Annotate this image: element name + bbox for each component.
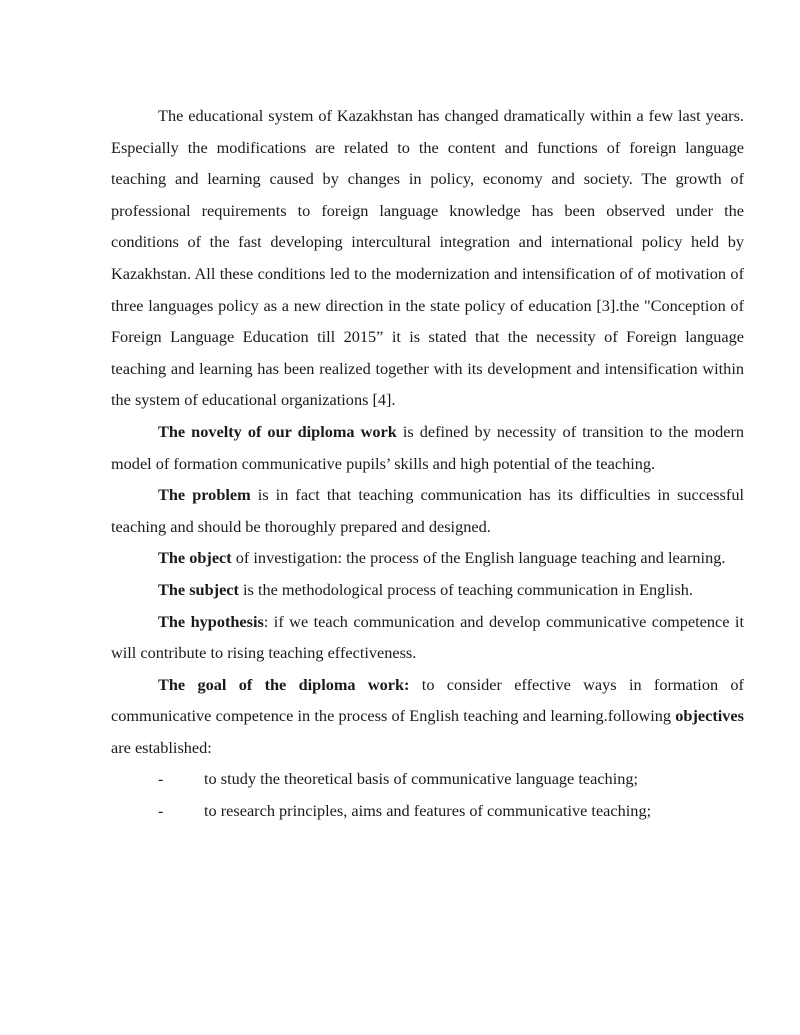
list-item-text: to research principles, aims and features of communicative teaching; (204, 801, 652, 821)
problem-paragraph (111, 479, 744, 542)
hypothesis-label: The hypothesis (158, 611, 264, 631)
objectives-text: are established: (111, 737, 212, 757)
object-text: of investigation: the process of the English language teaching and learning. (231, 548, 726, 568)
list-bullet: - (158, 801, 164, 821)
subject-label: The subject (158, 579, 239, 599)
object-label: The object (158, 548, 232, 568)
intro-paragraph: The educational system of Kazakhstan has changed dramatically within a few last years. Especially the modifications are related to the content and functions of foreign language teaching and learning caused by changes in policy, economy and society. The growth of professional requirements to foreign language knowledge has been observed under the conditions of the fast developing intercultural integration and international policy held by Kazakhstan. All these conditions led to the modernization and intensification of of motivation of three languages policy as a new direction in the state policy of education [3].the "Conception of Foreign Language Education till 2015” it is stated that the necessity of Foreign language teaching and learning has been realized together with its development and intensification within the system of educational organizations [4]. (111, 106, 744, 410)
hypothesis-text: : if we teach communication and develop communicative competence it will contribute to rising teaching effectiveness. (111, 611, 744, 663)
subject-text: is the methodological process of teaching communication in English. (238, 579, 693, 599)
list-item-text: to study the theoretical basis of communicative language teaching; (204, 769, 639, 789)
problem-text: is in fact that teaching communication has its difficulties in successful teaching and should be thoroughly prepared and designed. (111, 485, 744, 536)
goal-paragraph (111, 669, 744, 764)
list-item (111, 795, 744, 827)
list-bullet: - (158, 769, 164, 789)
objectives-label: objectives (675, 706, 744, 726)
document-page (111, 100, 744, 827)
novelty-text: is defined by necessity of transition to the modern model of formation communicative pupils’ skills and high potential of the teaching. (111, 421, 745, 473)
goal-label: The goal of the diploma work: (158, 674, 410, 694)
list-item (111, 763, 744, 795)
subject-paragraph (111, 574, 744, 606)
novelty-label: The novelty of our diploma work (158, 421, 397, 441)
object-paragraph (111, 542, 744, 574)
objectives-list (111, 763, 744, 826)
novelty-paragraph (111, 416, 744, 479)
hypothesis-paragraph (111, 606, 744, 669)
problem-label: The problem (158, 485, 251, 505)
goal-text: to consider effective ways in formation of communicative competence in the process of English teaching and learning.following (111, 674, 744, 726)
